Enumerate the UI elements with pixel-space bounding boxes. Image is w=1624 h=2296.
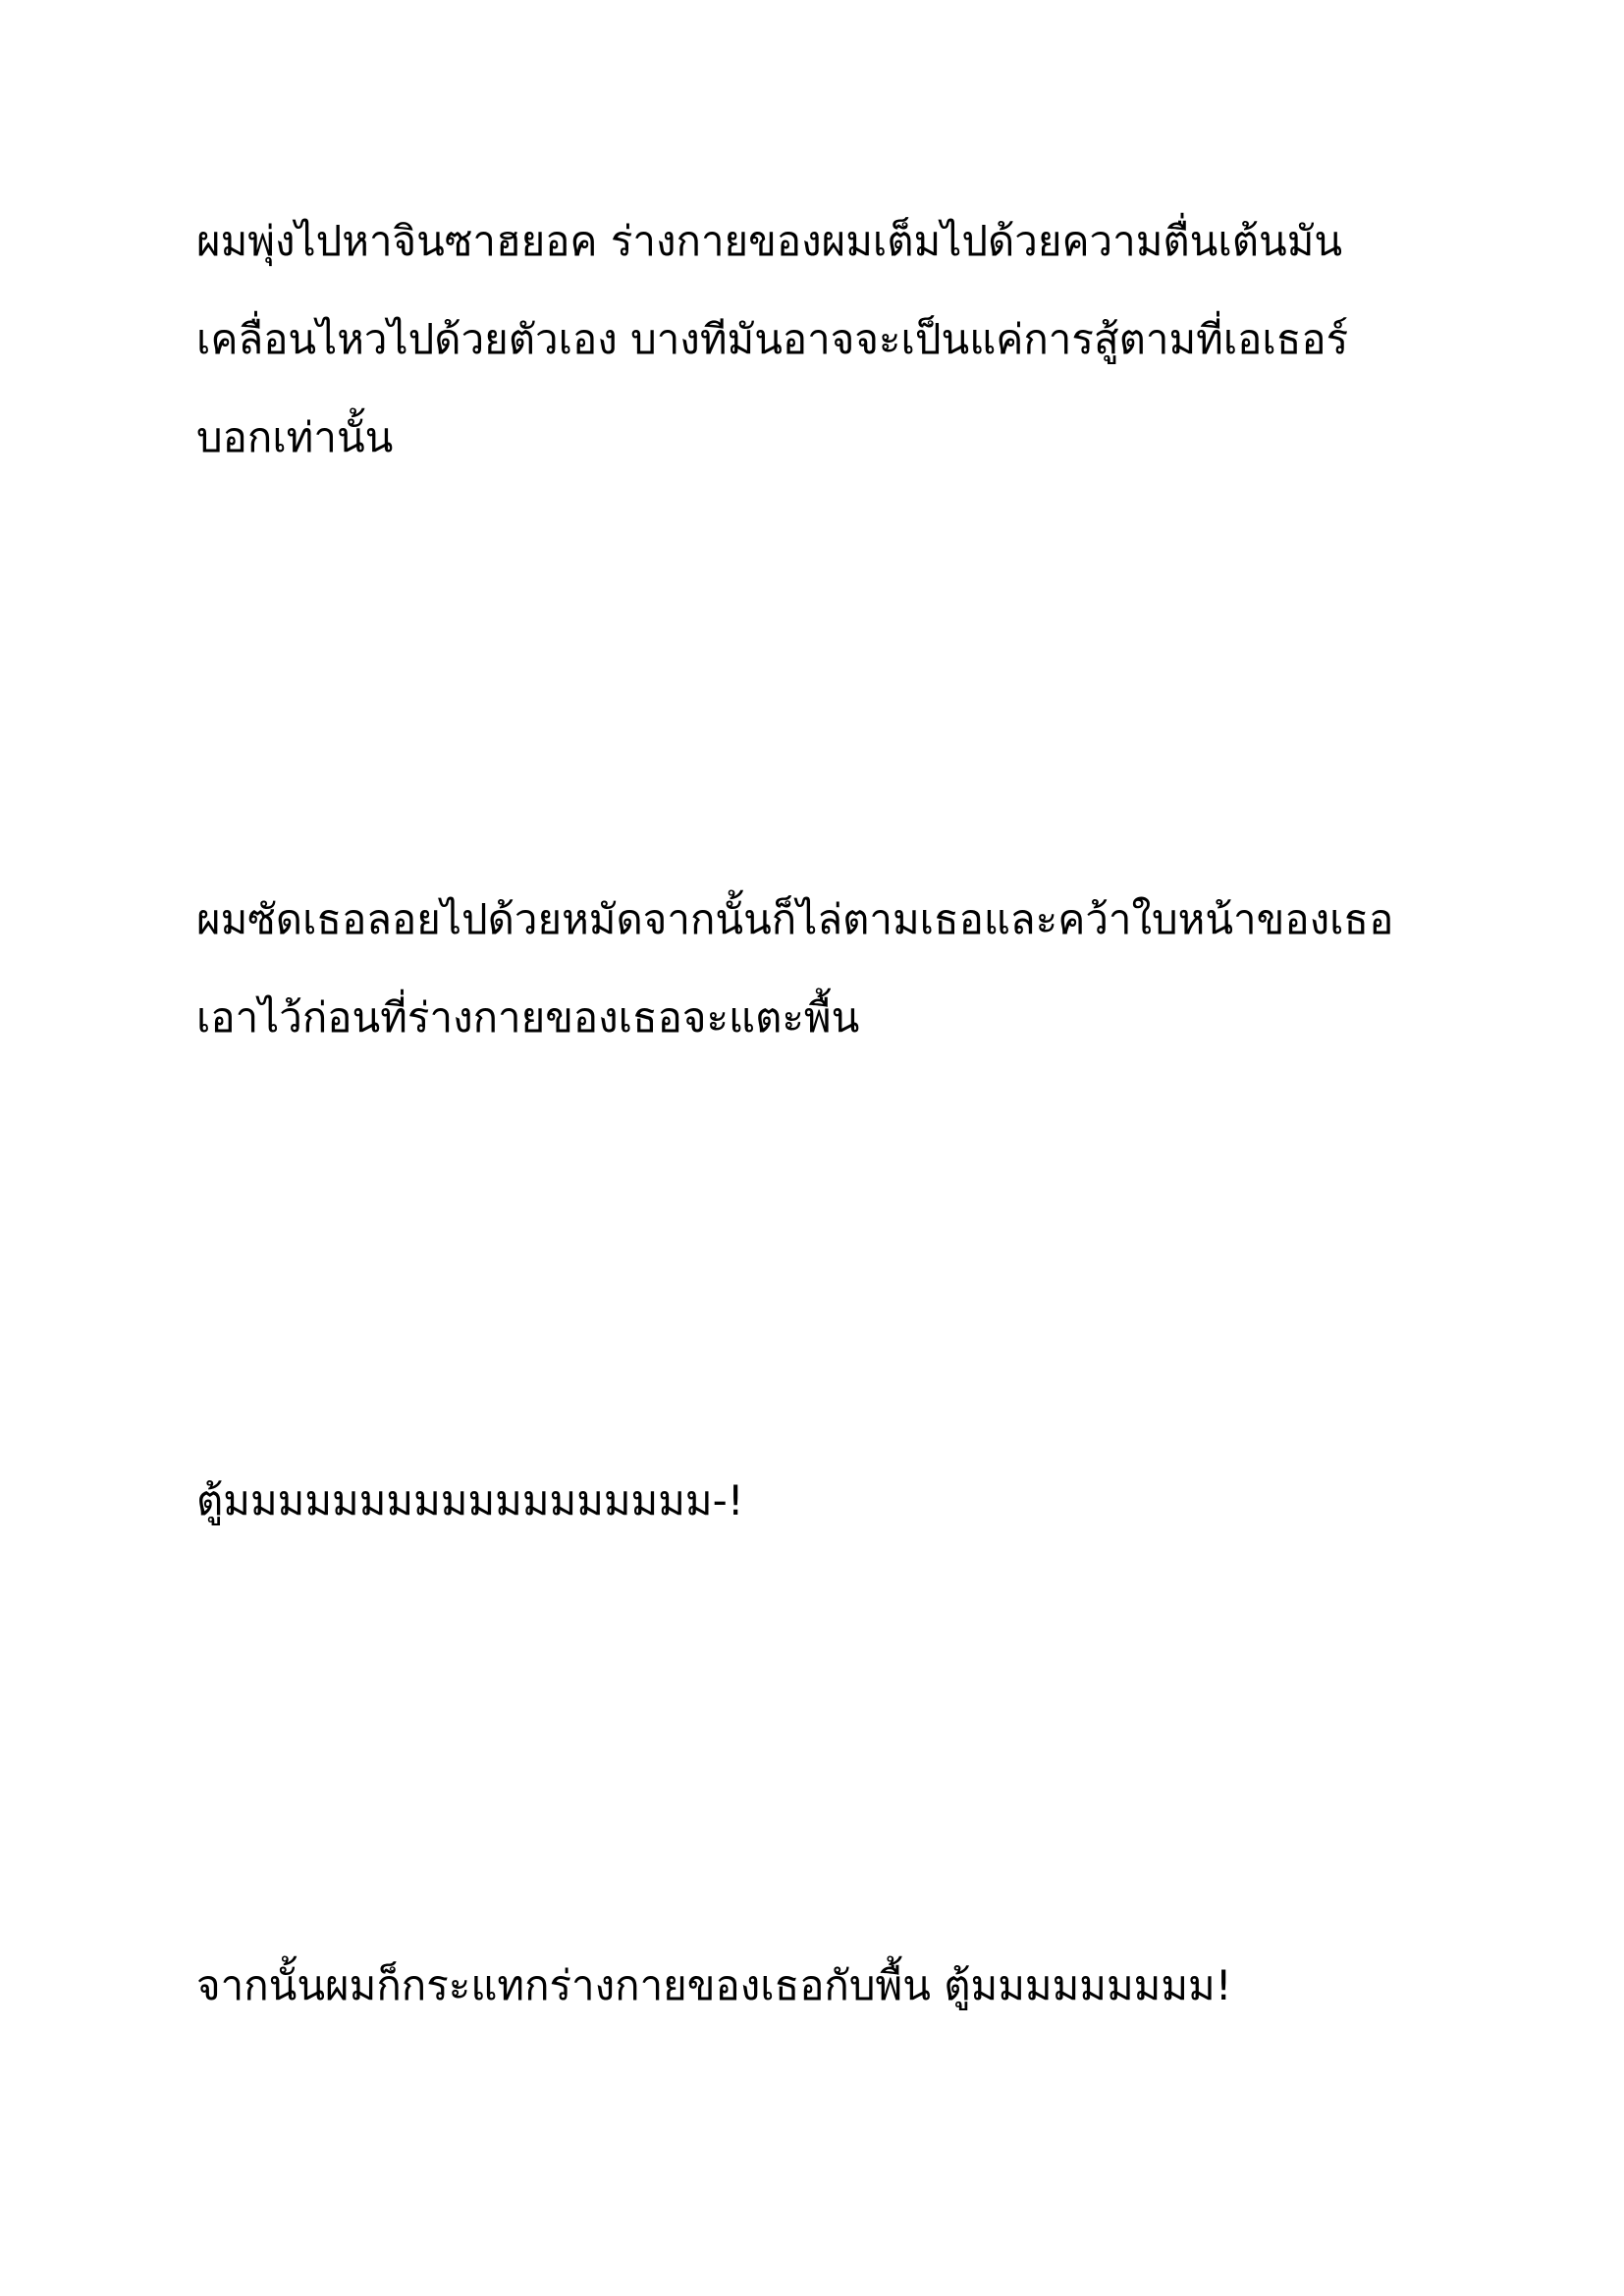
paragraph-1 <box>196 192 1434 487</box>
paragraph-line: จากนั้นผมก็กระแทกร่างกายของเธอกับพื้น ตู้มมมมมมมมม! <box>196 1961 1232 2009</box>
paragraph-line: เคลื่อนไหวไปด้วยตัวเอง บางทีมันอาจจะเป็นแค่การสู้ตามที่เอเธอร์ <box>196 315 1349 363</box>
paragraph-line: ผมซัดเธอลอยไปด้วยหมัดจากนั้นก็ไล่ตามเธอและคว้าใบหน้าของเธอ <box>196 895 1394 943</box>
paragraph-line: ตู้มมมมมมมมมมมมมมมมมม-! <box>196 1476 744 1524</box>
paragraph-line: เอาไว้ก่อนที่ร่างกายของเธอจะแตะพื้น <box>196 993 860 1041</box>
paragraph-3 <box>196 1452 1434 1550</box>
paragraph-2 <box>196 871 1434 1067</box>
paragraph-line: บอกเท่านั้น <box>196 413 394 461</box>
paragraph-4 <box>196 1937 1434 2035</box>
paragraph-line: ผมพุ่งไปหาจินซาฮยอค ร่างกายของผมเต็มไปด้วยความตื่นเต้นมัน <box>196 217 1343 265</box>
